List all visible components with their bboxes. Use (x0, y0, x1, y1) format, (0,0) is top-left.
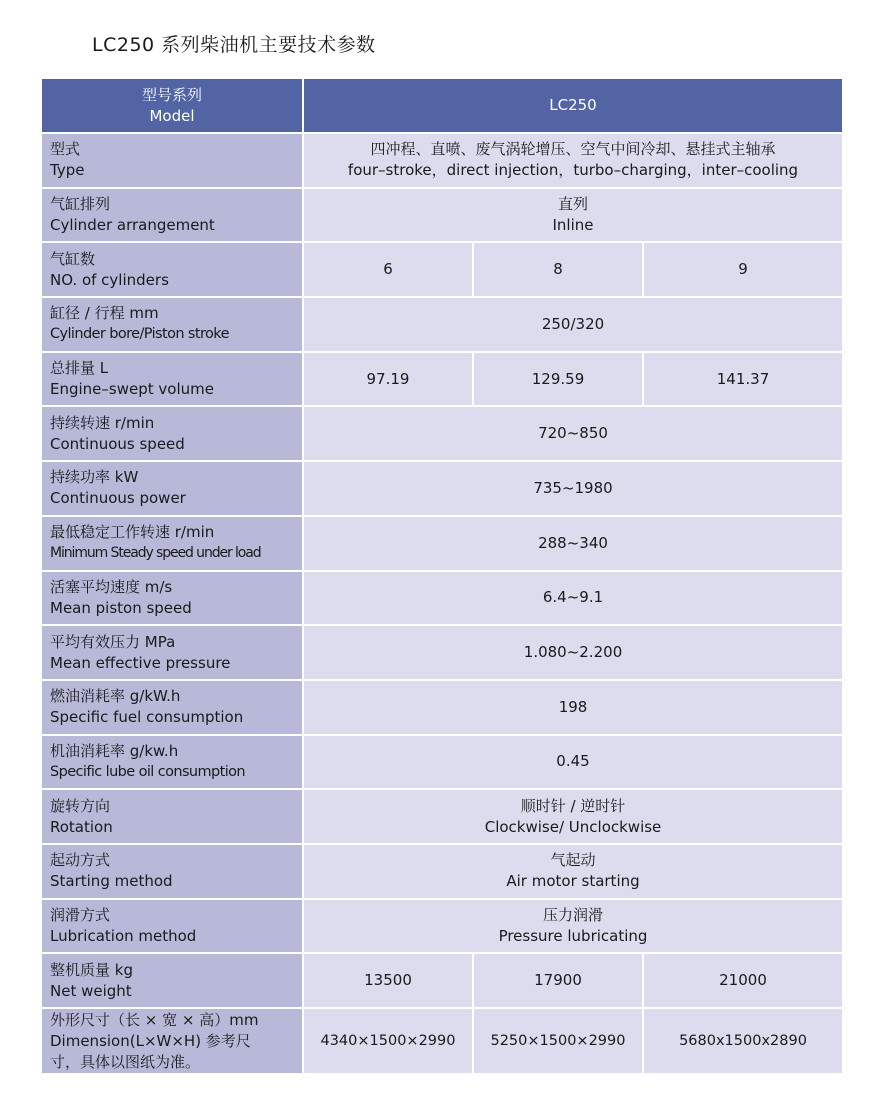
row-label (41, 735, 303, 790)
row-value: 720~850 (303, 406, 843, 461)
label-en: Cylinder arrangement (50, 216, 215, 235)
row-label (41, 188, 303, 243)
row-label (41, 242, 303, 297)
value-en: Inline (552, 216, 594, 235)
label-en: Mean piston speed (50, 598, 192, 617)
table-row-mep (41, 625, 843, 680)
value-en: Clockwise/ Unclockwise (484, 817, 662, 836)
table-row-bore-stroke (41, 297, 843, 352)
model-name: LC250 (303, 78, 843, 133)
table-row-continuous-speed (41, 406, 843, 461)
table-row-dimension (41, 1008, 843, 1074)
model-label-zh: 型号系列 (141, 85, 202, 104)
value-8cyl: 17900 (473, 953, 643, 1008)
label-zh: 气缸数 (50, 249, 96, 268)
label-en: Specific fuel consumption (50, 708, 244, 727)
label-zh: 活塞平均速度 m/s (50, 577, 173, 596)
row-label (41, 297, 303, 352)
row-label (41, 953, 303, 1008)
label-line-3: 寸，具体以图纸为准。 (50, 1052, 201, 1071)
row-value (303, 188, 843, 243)
label-en: NO. of cylinders (50, 270, 169, 289)
row-value: 198 (303, 680, 843, 735)
row-value (303, 899, 843, 954)
label-zh: 总排量 L (50, 359, 109, 378)
label-zh: 起动方式 (50, 851, 111, 870)
value-9cyl: 5680x1500x2890 (643, 1008, 843, 1074)
value-6cyl: 6 (303, 242, 473, 297)
table-row-cylinder-arrangement (41, 188, 843, 243)
value-zh: 直列 (558, 195, 589, 214)
row-label (41, 680, 303, 735)
label-zh: 旋转方向 (50, 796, 111, 815)
row-value: 1.080~2.200 (303, 625, 843, 680)
row-label (41, 789, 303, 844)
value-6cyl: 13500 (303, 953, 473, 1008)
value-en: four–stroke，direct injection，turbo–charging，inter–cooling (347, 161, 799, 180)
value-zh: 气起动 (550, 851, 596, 870)
table-row-net-weight (41, 953, 843, 1008)
table-row-lubrication (41, 899, 843, 954)
table-row-swept-volume (41, 352, 843, 407)
row-value: 735~1980 (303, 461, 843, 516)
value-zh: 顺时针 / 逆时针 (520, 796, 626, 815)
model-header-label (41, 78, 303, 133)
row-value: 0.45 (303, 735, 843, 790)
value-en: Pressure lubricating (498, 926, 648, 945)
table-row-rotation (41, 789, 843, 844)
value-zh: 四冲程、直喷、废气涡轮增压、空气中间冷却、悬挂式主轴承 (370, 140, 776, 159)
label-en: Specific lube oil consumption (50, 763, 246, 780)
table-row-min-speed (41, 516, 843, 571)
label-line-2: Dimension(L×W×H) 参考尺 (50, 1031, 251, 1050)
label-en: Engine–swept volume (50, 380, 214, 399)
value-8cyl: 5250×1500×2990 (473, 1008, 643, 1074)
row-label (41, 516, 303, 571)
label-en: Continuous speed (50, 434, 185, 453)
label-zh: 气缸排列 (50, 195, 111, 214)
label-en: Type (50, 161, 85, 180)
value-6cyl: 97.19 (303, 352, 473, 407)
row-label (41, 461, 303, 516)
label-zh: 持续转速 r/min (50, 413, 155, 432)
label-en: Rotation (50, 817, 113, 836)
value-8cyl: 8 (473, 242, 643, 297)
label-en: Cylinder bore/Piston stroke (50, 326, 229, 343)
row-label (41, 844, 303, 899)
model-label-en: Model (149, 106, 195, 125)
row-label (41, 1008, 303, 1074)
row-label (41, 899, 303, 954)
label-en: Starting method (50, 872, 173, 891)
value-8cyl: 129.59 (473, 352, 643, 407)
row-value: 6.4~9.1 (303, 571, 843, 626)
row-label (41, 352, 303, 407)
row-label (41, 406, 303, 461)
table-row-piston-speed (41, 571, 843, 626)
table-row-lube-consumption (41, 735, 843, 790)
table-row-type (41, 133, 843, 188)
table-row-starting (41, 844, 843, 899)
table-header-row (41, 78, 843, 133)
table-row-continuous-power (41, 461, 843, 516)
row-value (303, 844, 843, 899)
value-zh: 压力润滑 (543, 905, 604, 924)
label-zh: 缸径 / 行程 mm (50, 304, 159, 323)
row-value: 250/320 (303, 297, 843, 352)
value-9cyl: 21000 (643, 953, 843, 1008)
row-label (41, 625, 303, 680)
label-en: Minimum Steady speed under load (50, 545, 261, 562)
label-zh: 机油消耗率 g/kw.h (50, 741, 179, 760)
spec-table (40, 77, 844, 1075)
page-title: LC250 系列柴油机主要技术参数 (92, 34, 376, 56)
table-row-fuel-consumption (41, 680, 843, 735)
label-zh: 型式 (50, 140, 81, 159)
label-line-1: 外形尺寸（长 × 宽 × 高）mm (50, 1010, 259, 1029)
value-6cyl: 4340×1500×2990 (303, 1008, 473, 1074)
row-value (303, 133, 843, 188)
value-en: Air motor starting (506, 872, 640, 891)
label-en: Lubrication method (50, 926, 197, 945)
label-en: Continuous power (50, 489, 186, 508)
label-zh: 最低稳定工作转速 r/min (50, 523, 215, 542)
label-zh: 持续功率 kW (50, 468, 139, 487)
row-value (303, 789, 843, 844)
label-zh: 润滑方式 (50, 905, 111, 924)
label-zh: 燃油消耗率 g/kW.h (50, 687, 181, 706)
row-label (41, 133, 303, 188)
value-9cyl: 141.37 (643, 352, 843, 407)
label-zh: 平均有效压力 MPa (50, 632, 176, 651)
table-row-cylinders (41, 242, 843, 297)
label-zh: 整机质量 kg (50, 960, 133, 979)
row-label (41, 571, 303, 626)
value-9cyl: 9 (643, 242, 843, 297)
row-value: 288~340 (303, 516, 843, 571)
label-en: Net weight (50, 981, 132, 1000)
label-en: Mean effective pressure (50, 653, 231, 672)
